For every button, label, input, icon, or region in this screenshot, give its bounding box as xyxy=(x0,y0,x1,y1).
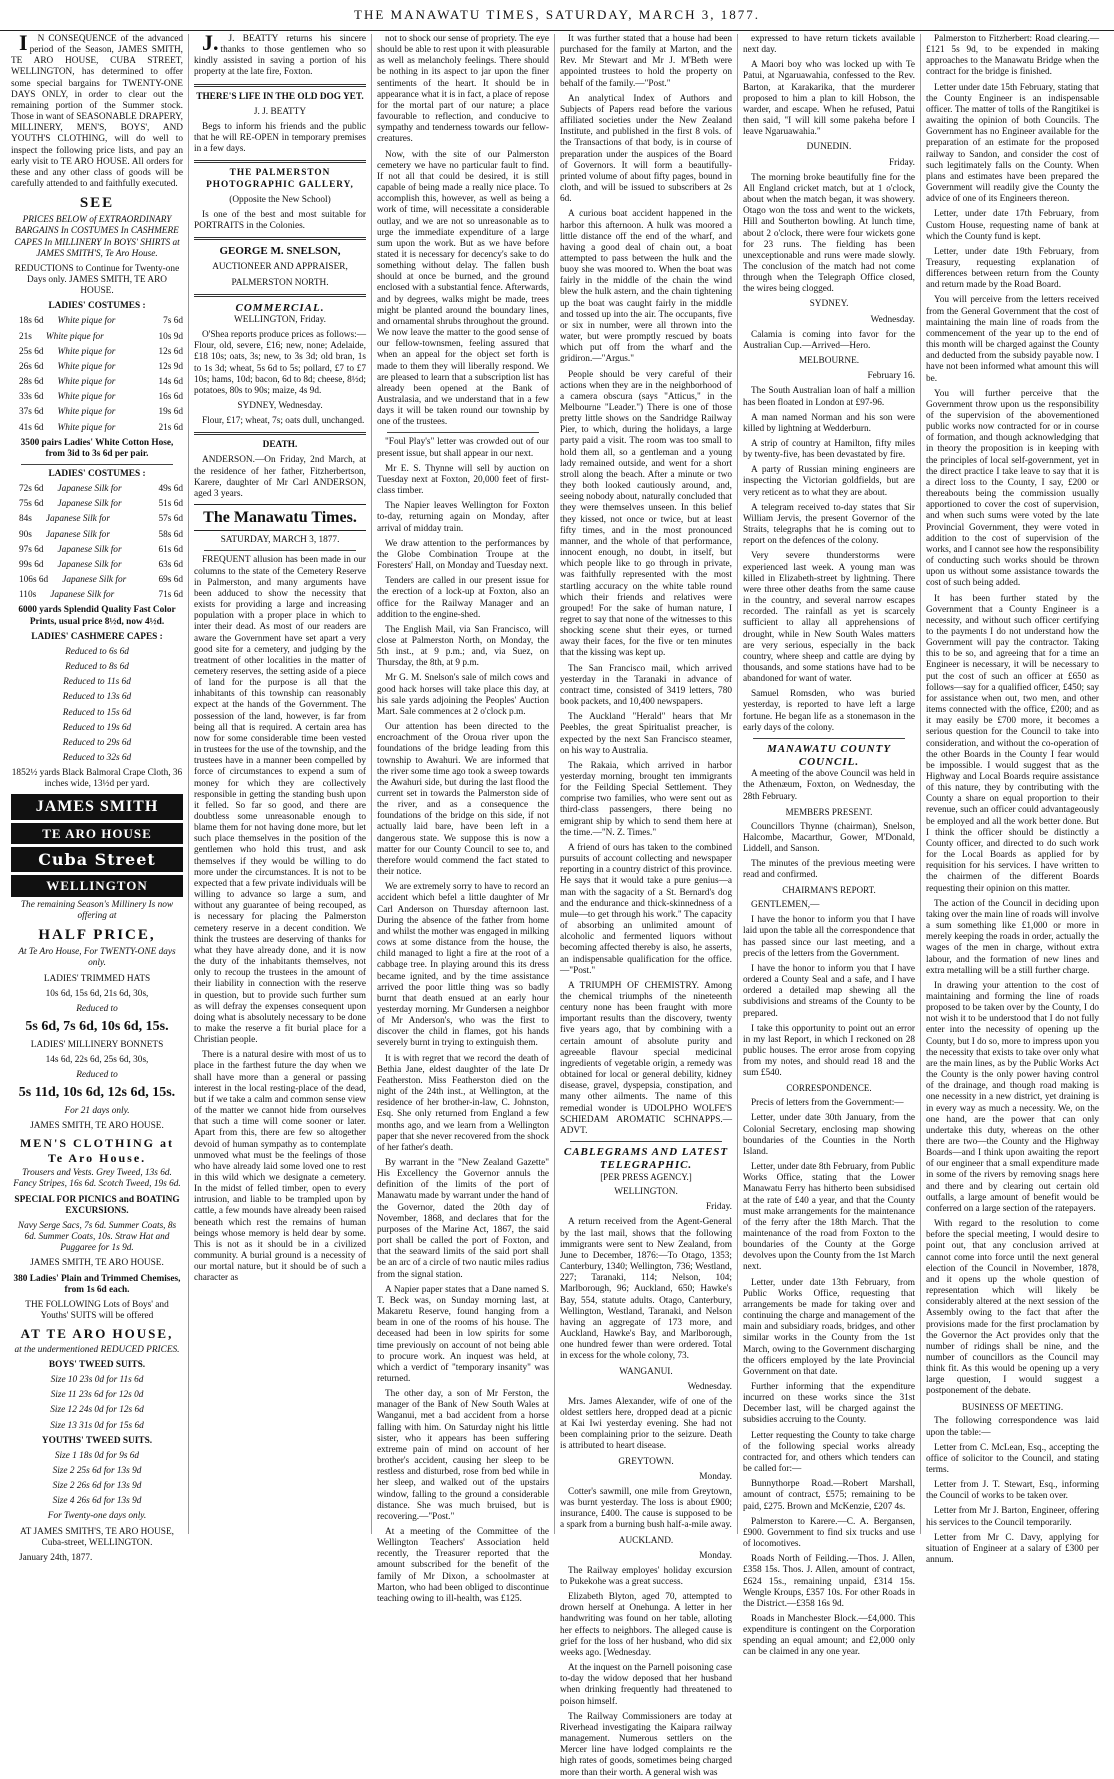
cape-price-row: Reduced to 6s 6d xyxy=(65,646,129,657)
silk-price-row-item: Japanese Silk for xyxy=(57,544,122,555)
col6-para-3: Letter, under date 17th February, from Custom House, requesting name of bank at which the County fund is kept. xyxy=(926,209,1099,242)
cape-price-row: Reduced to 11s 6d xyxy=(63,677,131,688)
col5-para-22: Further informing that the expenditure incurred on these works since the 31st December last, will be charged against the subsidies accruing to the County. xyxy=(743,1382,915,1426)
col5-para-4: Calamia is coming into favor for the Australian Cup.—Arrived—Hero. xyxy=(743,329,915,351)
prints-offer: 6000 yards Splendid Quality Fast Color Prints, usual price 8½d, now 4½d. xyxy=(18,605,176,627)
col5-para-7: A strip of country at Hamilton, fifty miles by twenty-five, has been devastated by fire. xyxy=(743,439,915,461)
youths-heading: YOUTHS' TWEED SUITS. xyxy=(41,1435,153,1446)
paper-title: The Manawatu Times. xyxy=(194,504,366,531)
navy-serge: Navy Serge Sacs, 7s 6d. Summer Coats, 8s 6d. Summer Coats, 10s. Straw Hat and Puggaree for 1s 9d. xyxy=(17,1220,177,1254)
col4-para-14: Elizabeth Blyton, aged 70, attempted to drown herself at Onehunga. A letter in her handwriting was found on her table, alloting her effects to neighbors. The alleged cause is grief for the loss of her husband, who did six weeks ago. [Wednesday. xyxy=(560,1592,732,1658)
silk-price-row-item: Japanese Silk for xyxy=(45,514,110,525)
col3-para-6: We draw attention to the performances by the Globe Combination Troupe at the Foresters' Hall, on Monday and Tuesday next. xyxy=(377,538,549,572)
costumes-heading: LADIES' COSTUMES : xyxy=(48,301,146,312)
silk-price-row xyxy=(11,560,183,571)
col6-para-6: You will further perceive that the Government throw upon us the responsibility of the supervision of the abovementioned public works now contracted for or in course of formation, and though acknowledging that in theory the proposition is in keeping with the principles of local self-government, yet in the direct practice I take leave to say that it is a direct loss to the County, I say, £200 or thereabouts being the commission usually apportioned to cover the cost of supervision, and when such sums were voted by the late Provincial Government, they were voted in addition to the cost of supervision of the works, and I cannot see how the responsibility of conducting such works should be thrown upon us without some assistance towards the cost of such being added. xyxy=(926,388,1099,589)
at-te-aro-house: AT TE ARO HOUSE, xyxy=(20,1326,174,1342)
gentlemen: GENTLEMEN,— xyxy=(751,900,820,911)
leader-para-1: FREQUENT allusion has been made in our columns to the state of the Cemetery Reserve in Palmerston, and many arguments have been adduced to show the necessity that exists for providing a large and increasing population with a proper place in which to inter their dead. As most of our readers are aware the Government have set apart a very good site for a cemetery, and judging by the treatment of other localities in the matter of cemetery reserves, the setting aside of a piece of land for the purpose is all that the inhabitants of this township can reasonably expect at the hands of the Government. The possession of the land, however, is far from being all that is required. A certain area has now for some considerable time been vested in trustees for the use of the township, and the trustees have in a manner been compelled by force of circumstances to expend a sum of money for which they are collectively responsible in getting the standing bush upon it felled. So far so good, and there are doubtless some unreasonable enough to blame them for not having done more, but let such place themselves in the position of the gentlemen who hold this trust, and ask themselves if they would be willing to do more under the circumstances. It is not to be expected that a few private individuals will be willing to advance so large a sum, and without any guarantee of being recouped, as is necessary for placing the Palmerston cemetery reserve in a decent condition. We think the trustees are deserving of thanks for what they have already done, and it is now the duty of the inhabitants themselves, not only to recoup the trustees in the amount of their liability in connection with the reserve in question, but to provide such further sum as will defray the expenses consequent upon doing what is absolutely necessary to be done to make the reserve a fit burial place for a Christian people. xyxy=(194,555,366,1046)
crape-offer: 1852½ yards Black Balmoral Crape Cloth, 36 inches wide, 13½d per yard. xyxy=(11,768,183,790)
col5-para-14: The minutes of the previous meeting were read and confirmed. xyxy=(743,859,915,881)
silk-price-row-to: 51s 6d xyxy=(158,499,183,510)
bonnets-heading: LADIES' MILLINERY BONNETS xyxy=(30,1039,164,1050)
boys-suit-row: Size 13 31s 0d for 15s 6d xyxy=(50,1420,144,1431)
snelson-title: AUCTIONEER AND APPRAISER, xyxy=(212,262,348,273)
col4-para-5: The San Francisco mail, which arrived yesterday in the Taranaki in advance of contract time, consisted of 3419 letters, 780 book packets, and 10,400 newspapers. xyxy=(560,663,732,708)
youths-suit-row: Size 2 26s 6d for 13s 9d xyxy=(52,1481,142,1492)
divider xyxy=(194,160,366,163)
bonnets-from: 14s 6d, 22s 6d, 25s 6d, 30s, xyxy=(45,1055,149,1066)
col5-para-8: A party of Russian mining engineers are inspecting the Victorian goldfields, but are very reticent as to what they are about. xyxy=(743,465,915,498)
col5-para-13: Councillors Thynne (chairman), Snelson, Halcombe, Macarthur, Gower, M'Donald, Liddell, and Sanson. xyxy=(743,821,915,854)
commercial-sydney-prices: Flour, £17; wheat, 7s; oats dull, unchanged. xyxy=(202,416,365,427)
silk-price-row-item: Japanese Silk for xyxy=(62,575,127,586)
divider xyxy=(194,84,366,87)
ad-reductions: REDUCTIONS to Continue for Twenty-one Days only. JAMES SMITH, TE ARO HOUSE. xyxy=(14,263,180,297)
for-21-days-b: For Twenty-one days only. xyxy=(47,1511,147,1522)
col5-para-1: expressed to have return tickets available next day. xyxy=(743,34,915,56)
page-columns xyxy=(6,30,1108,1778)
col6-para-9: In drawing your attention to the cost of maintaining and forming the line of roads proposed to be taken over by the County, I do not wish it to be understood that I do not fully enter into the necessity of opening up the County, but I do so, more to impress upon you the necessity that exists to take over only what are the main lines, as by the Public Works Act the County is the only power having control of the drainage, and though road making is one necessity in a new district, yet draining is in every way as much a necessity. We, on the one hand, are the power that can only undertake this duty, whereas on the other there are two—the County and the Highway Boards—and I think upon awaiting the report of our engineer that a small expenditure made in some of the rivers by removing snags here and there and by clearing out certain old outfalls, a large amount of benefit would be conferred on a large section of the ratepayers. xyxy=(926,980,1099,1214)
bonnets-to: 5s 11d, 10s 6d, 12s 6d, 15s. xyxy=(18,1085,176,1101)
silk-price-row xyxy=(11,575,183,586)
members-present: MEMBERS PRESENT. xyxy=(785,806,873,817)
col4-para-1: It was further stated that a house had been purchased for the family at Marton, and the Rev. Mr Stewart and Mr J. M'Beth were appointed trustees to hold the property on behalf of the family.—"Post." xyxy=(560,34,732,89)
costume-price-row-to: 16s 6d xyxy=(158,392,183,403)
col6-para-5: You will perceive from the letters received from the General Government that the cost of maintaining the main line of roads from the commencement of the year up to the end of this month will be charged against the County and deducted from the subsidy payable now. I have not been informed what amount this will be. xyxy=(926,295,1099,384)
col5-para-20: Letter, under date 8th February, from Public Works Office, stating that the Lower Manawatu Ferry has hitherto been subsidised at the rate of £40 a year, and that the County must make arrangements for the maintenance of the ferry after the 18th March. That the maintenance of the road from Foxton to the boundaries of the County at the Gorge devolves upon the County from the 1st March next. xyxy=(743,1162,915,1273)
costume-price-row-from: 18s 6d xyxy=(19,316,44,327)
leader-para-2: There is a natural desire with most of us to place in the farthest future the day when we shall have more than a general or passing interest in the local resting-place of the dead, but if we take a calm and common sense view of the matter we cannot hide from ourselves that such a time will come sooner or later. Apart from this, there are few so altogether devoid of human sympathy as to contemplate unmoved what must be the feelings of those who have already laid some loved one to rest in this wild which we designate a cemetery. In the midst of felled timber, open to every intrusion, and liable to be trampled upon by cattle, a few mounds have already been raised beneath which rest the remains of human beings whose memory is held dear by some. This is not as it should be in a civilized community. A burial ground is a necessity of our mortal nature, but it should be of such a character as xyxy=(194,1050,366,1284)
col3-para-4: Mr E. S. Thynne will sell by auction on Tuesday next at Foxton, 20,000 feet of first-class timber. xyxy=(377,463,549,497)
col5-para-19: Letter, under date 30th January, from the Colonial Secretary, enclosing map showing boundaries of the Counties in the North Island. xyxy=(743,1113,915,1157)
logo-te-aro-house: TE ARO HOUSE xyxy=(11,823,183,845)
chairmans-report: CHAIRMAN'S REPORT. xyxy=(782,885,876,896)
logo-cuba-street: Cuba Street xyxy=(11,847,183,872)
silk-price-row-from: 72s 6d xyxy=(19,484,44,495)
col4-para-8: A friend of ours has taken to the combined pursuits of account collecting and newspaper reporting in a country district of this province. He says that it would take a pure genius—a man with the sagacity of a St. Bernard's dog and the endurance and thick-skinnedness of a mule—to get through his work." The capacity of absorbing an unlimited amount of alcoholic and fermented liquors without becoming affected thereby is also, he asserts, an indispensable qualification for the office.—"Post." xyxy=(560,842,732,976)
silk-price-row-from: 97s 6d xyxy=(19,544,44,555)
col6-para-12: Letter from C. McLean, Esq., accepting the office of solicitor to the Council, and stating terms. xyxy=(926,1442,1099,1476)
costume-price-row-from: 26s 6d xyxy=(19,361,44,372)
costume-price-row-to: 7s 6d xyxy=(163,316,183,327)
ad-see: SEE xyxy=(79,195,115,212)
costume-price-row-item: White pique for xyxy=(57,361,116,372)
silk-price-row-item: Japanese Silk for xyxy=(57,559,122,570)
silk-price-row xyxy=(11,499,183,510)
divider xyxy=(194,237,366,240)
col5-para-17: I take this opportunity to point out an error in my last Report, in which I reckoned on 28 public houses. The error arose from copying from my notes, and should read 18 and the sum £540. xyxy=(743,1023,915,1079)
costume-price-row-item: White pique for xyxy=(57,316,116,327)
silk-price-row-item: Japanese Silk for xyxy=(45,529,110,540)
silk-price-row xyxy=(11,514,183,525)
column-6 xyxy=(921,34,1104,1566)
business-of-meeting: BUSINESS OF MEETING. xyxy=(961,1401,1064,1412)
place-sydney: SYDNEY. xyxy=(809,299,849,310)
costume-price-row-to: 10s 9d xyxy=(158,331,183,342)
place-dunedin: DUNEDIN. xyxy=(806,142,852,153)
silk-price-row-to: 58s 6d xyxy=(158,529,183,540)
correspondence: CORRESPONDENCE. xyxy=(786,1083,872,1094)
following-lots: THE FOLLOWING Lots of Boys' and Youths' SUITS will be offered xyxy=(25,1299,169,1321)
costume-price-row-from: 28s 6d xyxy=(19,377,44,388)
day-wednesday: Wednesday. xyxy=(870,314,915,325)
silk-price-row-from: 90s xyxy=(19,529,32,540)
cablegrams-heading: CABLEGRAMS AND LATEST TELEGRAPHIC. xyxy=(563,1146,729,1172)
mens-list: Trousers and Vests. Grey Tweed, 13s 6d. Fancy Stripes, 16s 6d. Scotch Tweed, 19s 6d. xyxy=(13,1168,181,1190)
costume-price-row-to: 21s 6d xyxy=(158,422,183,433)
col4-para-10: A return received from the Agent-General by the last mail, shows that the following immigrants were sent to New Zealand, from June to December, 1876:—To Otago, 1353; Canterbury, 1340; Wellington, 736; Westland, 227; Taranaki, 114; Nelson, 104; Marlborough, 96; Auckland, 650; Hawke's Bay, 554, statute adults. Otago, Canterbury, Wellington, Westland, Taranaki, and Nelson having an aggregate of 173 more, and Auckland, Hawke's Bay, and Marlborough, one hundred fewer than were ordered. Total in excess for the whole colony, 73. xyxy=(560,1217,732,1362)
col3-para-5: The Napier leaves Wellington for Foxton to-day, returning again on Monday, after arrival of midday train. xyxy=(377,501,549,534)
costume-price-row xyxy=(11,377,183,388)
commercial-wellington: WELLINGTON, Friday. xyxy=(234,314,326,325)
col5-para-27: Roads in Manchester Block.—£4,000. This expenditure is contingent on the Corporation spending an equal amount; and £2,000 only can be claimed in any one year. xyxy=(743,1613,915,1658)
address: AT JAMES SMITH'S, TE ARO HOUSE, Cuba-street, WELLINGTON. xyxy=(20,1526,174,1548)
reduced-prices: at the undermentioned REDUCED PRICES. xyxy=(14,1344,180,1355)
js-te-aro: JAMES SMITH, TE ARO HOUSE. xyxy=(30,1121,164,1132)
cape-price-row: Reduced to 8s 6d xyxy=(65,662,129,673)
column-1 xyxy=(6,30,189,1563)
costume-price-row-to: 12s 6d xyxy=(158,346,183,357)
cape-price-row: Reduced to 13s 6d xyxy=(62,692,132,703)
millinery-remaining: The remaining Season's Millinery Is now offering at xyxy=(20,900,174,922)
silk-price-row-from: 84s xyxy=(19,514,32,525)
col4-para-11: Mrs. James Alexander, wife of one of the oldest settlers here, dropped dead at a picnic at Kai Iwi yesterday evening. She had not been complaining prior to the seizure. Death is attributed to heart disease. xyxy=(560,1396,732,1452)
column-5 xyxy=(738,34,921,1658)
col5-para-9: A telegram received to-day states that Sir William Jervis, the present Governor of the Straits, telegraphs that he is coming out to report on the defences of the colony. xyxy=(743,502,915,547)
silk-price-row-from: 110s xyxy=(19,590,37,601)
snelson-name: GEORGE M. SNELSON, xyxy=(219,245,341,258)
col6-para-2: Letter under date 15th February, stating that the County Engineer is an indispensable officer. The matter of tolls of the Rangitikei is awaiting the opinion of both Councils. The Government has no Engineer available for the preparation of an estimate for the proposed railway to Sandon, and consider the cost of such legitimately falls on the County. When plans and estimates have been prepared the Government will readily give the County the advice of one of its Engineers thereon. xyxy=(926,82,1099,205)
place-greytown: GREYTOWN. xyxy=(618,1456,674,1467)
costume-price-row-from: 25s 6d xyxy=(19,346,44,357)
silk-price-row-item: Japanese Silk for xyxy=(50,590,115,601)
death-notice: ANDERSON.—On Friday, 2nd March, at the residence of her father, Fitzherbertson, Karere, daughter of Mr Carl ANDERSON, aged 3 years. xyxy=(194,455,366,499)
cape-price-row: Reduced to 15s 6d xyxy=(62,707,132,718)
costume-price-row-to: 14s 6d xyxy=(158,377,183,388)
boys-suit-row: Size 10 23s 0d for 11s 6d xyxy=(50,1375,144,1386)
costume-price-row-item: White pique for xyxy=(57,377,116,388)
cape-price-row: Reduced to 32s 6d xyxy=(62,752,132,763)
col6-para-1: Palmerston to Fitzherbert: Road clearing.—£121 5s 9d, to be expended in making approaches to the Manawatu Bridge when the contract for the bridge is finished. xyxy=(926,34,1099,78)
reduced-to-label: Reduced to xyxy=(76,1003,118,1014)
col6-para-15: Letter from Mr C. Davy, applying for situation of Engineer at a salary of £300 per annum. xyxy=(926,1532,1099,1566)
mens-clothing: MEN'S CLOTHING at Te Aro House. xyxy=(19,1136,174,1165)
for-21-days: For 21 days only. xyxy=(64,1106,130,1117)
youths-suit-row: Size 1 18s 0d for 9s 6d xyxy=(54,1450,140,1461)
col5-para-21: Letter, under date 13th February, from Public Works Office, requesting that arrangements be made for taking over and continuing the charge and management of the main and subsidiary roads, bridges, and other similar works in the County from the 1st March, owing to the Government discharging the officers employed by the late Provincial Government on that date. xyxy=(743,1277,915,1377)
col6-para-11: The following correspondence was laid upon the table:— xyxy=(926,1416,1099,1438)
day-wednesday: Wednesday. xyxy=(687,1381,732,1392)
costume-price-row xyxy=(11,332,183,343)
place-wanganui: WANGANUI. xyxy=(619,1366,673,1377)
cape-price-row: Reduced to 19s 6d xyxy=(62,722,132,733)
col6-para-10: With regard to the resolution to come before the special meeting, I would desire to point out, that any conclusion arrived at cannot come into force until the next general election of the Council in November, 1878, and it opens up the whole question of representation which will likely be considerably altered at the next session of the Assembly owing to the fact that after the provisions made for the first proclamation by the Governor the Act provides only that the number of ridings shall be nine, and the number of councillors as the Council may think fit. As this would be opening up a very large question, I would suggest a postponement of the debate. xyxy=(926,1219,1099,1397)
divider xyxy=(21,464,173,465)
silk-price-row-to: 69s 6d xyxy=(158,575,183,586)
costume-price-row-to: 12s 9d xyxy=(158,361,183,372)
silk-heading: LADIES' COSTUMES : xyxy=(48,469,146,479)
death-heading: DEATH. xyxy=(262,440,298,451)
day-monday: Monday. xyxy=(699,1471,732,1482)
col5-para-15: I have the honor to inform you that I have laid upon the table all the correspondence that has passed since our last meeting, and a precis of the letters from the Government. xyxy=(743,915,915,959)
silk-price-row-from: 99s 6d xyxy=(19,559,44,570)
silk-list xyxy=(11,484,183,601)
col3-para-16: At a meeting of the Committee of the Wellington Teachers' Association held recently, the Treasurer reported that the amount subscribed for the benefit of the family of Mr Dixon, a schoolmaster at Marton, who had been obliged to discontinue teaching owing to ill-health, was £125. xyxy=(377,1527,549,1604)
col3-para-9: Mr G. M. Snelson's sale of milch cows and good hack horses will take place this day, at his sale yards adjoining the Peoples' Auction Mart. Sale commences at 2 o'clock p.m. xyxy=(377,673,549,717)
col5-para-3: The morning broke beautifully fine for the All England cricket match, but at 1 o'clock, about when the match began, it was showery. Otago won the toss and went to the wickets, Hill and Southerton bowling. At lunch time, about 2 o'clock, there were four wickets gone for 23 runs. The fielding has been unexceptionable and runs were made slowly. The conclusion of the match had not come through when the Telegraph Office closed, the wires being clogged. xyxy=(743,172,915,295)
commercial-sydney: SYDNEY, Wednesday. xyxy=(237,400,323,411)
costume-price-row xyxy=(11,316,183,327)
costume-price-row-to: 19s 6d xyxy=(158,407,183,418)
costume-price-row xyxy=(11,392,183,403)
day-feb16: February 16. xyxy=(867,371,915,382)
col3-para-7: Tenders are called in our present issue for the erection of a lock-up at Foxton, also an office for the Railway Manager and an addition to the engine-shed. xyxy=(377,576,549,620)
place-melbourne: MELBOURNE. xyxy=(798,356,860,367)
boys-heading: BOYS' TWEED SUITS. xyxy=(48,1359,146,1370)
costume-price-row-from: 37s 6d xyxy=(19,407,44,418)
col3-para-12: It is with regret that we record the death of Bethia Jane, eldest daughter of the late Dr Featherston. Miss Featherston died on the night of the 24th inst., at Wellington, at the residence of her brother-in-law, C. Johnston, Esq. She only returned from England a few months ago, and we learn from a Wellington paper that she never recovered from the shock of her father's death. xyxy=(377,1053,549,1153)
col4-para-9: A TRIUMPH OF CHEMISTRY. Among the chemical triumphs of the nineteenth century none has been fraught with more important results than the discovery, twenty five years ago, that by combining with a certain amount of absolute purity and agreeable flavour special medicinal ingredients of vegetable origin, a remedy was obtained for local or general debility, kidney disease, gravel, dyspepsia, constipation, and many other ailments. The name of this remedial wonder is UDOLPHO WOLFE'S SCHIEDAM AROMATIC SCHNAPPS.—ADVT. xyxy=(560,980,732,1136)
col5-para-11: Samuel Romsden, who was buried yesterday, is reported to have left a large fortune. He began life as a stonemason in the early days of the colony. xyxy=(743,689,915,733)
costume-price-row xyxy=(11,362,183,373)
col3-para-1: not to shock our sense of propriety. The eye should be able to rest upon it with pleasurable as well as melancholy feelings. There should be nothing in its aspect to jar upon the finer sentiments of the heart. It should be in appearance what it is in fact, a place of repose for the mortal part of our nature; a place favourable to reflection, and conducive to sympathy and tenderness towards our fellow-creatures. xyxy=(377,34,549,145)
special-picnics: SPECIAL FOR PICNICS and BOATING EXCURSIONS. xyxy=(14,1194,180,1216)
place-wellington: WELLINGTON. xyxy=(614,1187,678,1198)
silk-price-row xyxy=(11,545,183,556)
col5-para-18: Precis of letters from the Government:— xyxy=(751,1098,904,1109)
at-te-aro: At Te Aro House, For TWENTY-ONE days only. xyxy=(18,947,176,969)
col5-para-10: Very severe thunderstorms were experienced last week. A young man was killed in Elizabeth-street by lightning. There were three other deaths from the same cause in the country, and several narrow escapes recorded. The rainfall as yet is scarcely sufficient to allay all apprehensions of drought, while in New South Wales matters are very serious, especially in the back country, where sheep and cattle are dying by thousands, and some stations have had to be abandoned for want of water. xyxy=(743,551,915,685)
capes-list xyxy=(11,647,183,764)
day-friday: Friday. xyxy=(706,1202,732,1213)
divider xyxy=(570,1141,722,1142)
day-monday-2: Monday. xyxy=(699,1550,732,1561)
silk-price-row-to: 63s 6d xyxy=(158,559,183,570)
silk-price-row-item: Japanese Silk for xyxy=(57,499,122,510)
commercial-prices: O'Shea reports produce prices as follows:—Flour, old, severe, £16; new, none; Adelaide, £18 10s; oats, 3s; new, to 3s 3d; old bran, 1s to 1s 3d; wheat, 5s 6d to 5s; pollard, £7 to £7 10s; hams, 10d; bacon, 6d to 8d; cheese, 8½d; potatoes, 80s to 90s; maize, 4s 9d. xyxy=(194,330,366,396)
col3-para-14: A Napier paper states that a Dane named S. T. Beck was, on Sunday morning last, at Makaretu Reserve, found hanging from a beam in one of the rooms of his house. The deceased had been in low spirits for some time previously on account of not being able to procure work. An inquest was held, at which a verdict of "temporary insanity" was returned. xyxy=(377,1284,549,1384)
youths-suit-row: Size 2 25s 6d for 13s 9d xyxy=(52,1465,142,1476)
col6-para-13: Letter from J. T. Stewart, Esq., informing the Council of works to be taken over. xyxy=(926,1480,1099,1502)
js-te-aro-2: JAMES SMITH, TE ARO HOUSE. xyxy=(30,1258,164,1269)
gallery-body: Is one of the best and most suitable for PORTRAITS in the Colonies. xyxy=(194,209,366,232)
reduced-to-label-2: Reduced to xyxy=(76,1070,118,1081)
logo-wellington: WELLINGTON xyxy=(11,875,183,897)
youths-list xyxy=(11,1451,183,1508)
costume-price-row-item: White pique for xyxy=(57,422,116,433)
costume-price-row-from: 33s 6d xyxy=(19,392,44,403)
col4-para-4: People should be very careful of their actions when they are in the neighborhood of a camera obscura (says "Atticus," in the Melbourne "Leader.") There is one of those pretty little shows on the Sandridge Railway Pier, to which, during the holidays, a large party paid a visit. The room was too small to hold them all, so a gentleman and a young lady remained outside, and went for a short stroll along the beach. After a minute or two they both looked cautiously around, and, seeing nobody about, naturally concluded that they were themselves unseen. In this belief they kissed, not once or twice, but at least fifty times, and in the most pronounced manner, and the whole of that performance, innocent enough, no doubt, in itself, but which people like to go through in private, was faithfully represented with the most startling accuracy on the white table round which their friends and relatives were grouped! For the sake of human nature, I regret to say that none of the witnesses to this shocking scene shut their eyes, or turned away their faces, for the five or ten minutes that the kissing was kept up. xyxy=(560,369,732,659)
silk-price-row-to: 71s 6d xyxy=(158,590,183,601)
paper-date: SATURDAY, MARCH 3, 1877. xyxy=(220,535,340,546)
trimmed-hats-heading: LADIES' TRIMMED HATS xyxy=(43,973,151,984)
life-body: Begs to inform his friends and the public that he will RE-OPEN in temporary premises in a few days. xyxy=(194,121,366,155)
col4-para-12: Cotter's sawmill, one mile from Greytown, was burnt yesterday. The loss is about £900; insurance, £400. The cause is supposed to be a spark from a burning bush half-a-mile away. xyxy=(560,1486,732,1531)
costume-price-row-item: White pique for xyxy=(57,346,116,357)
col3-para-3: "Foul Play's" letter was crowded out of our present issue, but shall appear in our next. xyxy=(377,437,549,459)
col6-para-4: Letter, under date 19th February, from Treasury, requesting explanation of differences between return from the County and return made by the Road Board. xyxy=(926,246,1099,291)
silk-price-row xyxy=(11,530,183,541)
col5-para-16: I have the honor to inform you that I have ordered a County Seal and a safe, and I have ordered a detailed map shewing all the subdivisions and streams of the County to be prepared. xyxy=(743,963,915,1019)
col5-para-24: Bunnythorpe Road.—Robert Marshall, amount of contract, £575; remaining to be paid, £275. Brown and McKenzie, £207 4s. xyxy=(743,1479,915,1512)
press-agency: [PER PRESS AGENCY.] xyxy=(600,1172,692,1183)
costume-price-row-from: 21s xyxy=(19,331,32,342)
col4-para-13: The Railway employes' holiday excursion to Pukekohe was a great success. xyxy=(560,1565,732,1588)
trimmed-from: 10s 6d, 15s 6d, 21s 6d, 30s, xyxy=(45,988,149,999)
silk-price-row-item: Japanese Silk for xyxy=(57,484,122,495)
col4-para-6: The Auckland "Herald" hears that Mr Peebles, the great Spiritualist preacher, is expected by the next San Francisco steamer, on his way to Australia. xyxy=(560,712,732,756)
col3-para-8: The English Mail, via San Francisco, will close at Palmerston North, on Monday, the 5th inst., at 9 p.m.; and, via Suez, on Thursday, the 8th, at 9 p.m. xyxy=(377,624,549,669)
silk-price-row-from: 75s 6d xyxy=(19,499,44,510)
costume-price-row xyxy=(11,423,183,434)
cotton-hose: 3500 pairs Ladies' White Cotton Hose, from 3id to 3s 6d per pair. xyxy=(20,437,174,459)
col4-para-16: The Railway Commissioners are today at Riverhead investigating the Kaipara railway management. Numerous settlers on the Mercer line have lodged complaints re the high rates of goods, sometimes being charged more than their worth. A general wish was xyxy=(560,1711,732,1778)
col5-para-6: A man named Norman and his son were killed by lightning at Wedderburn. xyxy=(743,412,915,434)
col5-para-26: Roads North of Feilding.—Thos. J. Allen, £358 15s. Thos. J. Allen, amount of contract, £624 15s., remaining unpaid, £314 15s. Wengle Kroups, £357 10s. For other Roads in the District.—£358 16s 9d. xyxy=(743,1554,915,1609)
costume-price-row-from: 41s 6d xyxy=(19,422,44,433)
col3-para-15: The other day, a son of Mr Ferston, the manager of the Bank of New South Wales at Wanganui, met a bad accident from a horse falling with him. On Saturday night his little sister, who it appears has been suffering extreme pain of mind on account of her brother's accident, causing her sleep to be restless and disturbed, rose from bed while in her sleep, and walked out of the upstairs window, falling to the ground a considerable distance. She was much bruised, but is recovering.—"Post." xyxy=(377,1389,549,1522)
costumes-list xyxy=(11,316,183,433)
col6-para-7: It has been further stated by the Government that a County Engineer is a necessity, and without such officer certifying to the payments I do not understand how the Government will pay the contractor. Taking this to be so, and agreeing that for a time an Engineer is necessary, it will be necessary to put the cost of such an officer at £650 as follows—say for a qualified officer, £450; say for assistance when out, two men, and other items connected with the office, £200; and as it may easily be £700 more, it becomes a serious question for the Council to take into consideration, and without the co-operation of the other Boards in the County I fear would be impossible. I would suggest that as the Highway and Local Boards require assistance of this nature, they by contributing with the County a share on equal proportion to their revenue, such an officer could advantageously be employed and all the work better done. But I think the officer should be distinctly a County officer, and directed to do such work for the Local Boards as applied for by requisition for his services. I have written to the chairmen of the different Boards requesting their opinion on this matter. xyxy=(926,593,1099,894)
council-heading: MANAWATU COUNTY COUNCIL. xyxy=(766,742,892,769)
col3-para-2: Now, with the site of our Palmerston cemetery we have no particular fault to find. If not all that could be desired, it is still capable of being made a really nice place. To accomplish this, however, as well as being a work of time, will necessitate a considerable outlay, and we are not so unreasonable as to urge the immediate expenditure of a large sum upon the work. But as we have before stated it is necessary for decency's sake to do something without delay. The fallen bush should at once be burned, and the ground enclosed with a substantial fence. Afterwards, and by degrees, walks might be made, trees might be planted around the boundary lines, and ornamental shrubs throughout the ground. We now leave the matter to the good sense of our fellow-townsmen, feeling assured that when an appeal for the object set forth is made to them they will liberally respond. We are pleased to learn that a subscription list has already been opened at the Bank of Australasia, and we understand that in a few days it will be taken round our township by one of the trustees. xyxy=(377,149,549,428)
col6-para-8: The action of the Council in deciding upon taking over the main line of roads will involve a sum something like £1,000 or more in merely keeping the roads in order, actually the wages of the men in charge, without extra labour, and the formation of new lines and extra metalling will be a still further charge. xyxy=(926,898,1099,976)
costume-price-row-item: White pique for xyxy=(57,407,116,418)
boys-suit-row: Size 11 23s 6d for 12s 0d xyxy=(50,1390,144,1401)
half-price: HALF PRICE, xyxy=(38,927,156,944)
day-friday: Friday. xyxy=(889,157,915,168)
divider xyxy=(753,738,905,739)
ad-consequence: IN CONSEQUENCE of the advanced period of the Season, JAMES SMITH, TE ARO HOUSE, CUBA STREET, WELLINGTON, has determined to offer some special bargains for TWENTY-ONE DAYS ONLY, in order to clear out the remaining portion of the Summer stock. Those in want of SEASONABLE DRAPERY, MILLINERY, MEN'S, BOYS', AND YOUTH'S CLOTHING, will do well to inspect the following price lists, and pay an early visit to TE ARO HOUSE. All orders for these and any other class of goods will be carefully attended to and faithfully executed. xyxy=(11,30,183,190)
boys-suit-row: Size 12 24s 0d for 12s 6d xyxy=(50,1405,144,1416)
col3-para-10: Our attention has been directed to the encroachment of the Oroua river upon the foundations of the bridge leading from this township to Awahuri. We are informed that the river some time ago took a sweep towards the Awahuri side, but during the last flood the current set in towards the Palmerston side of the river, and as a consequence the foundations of the bridge on this side, if not actually laid bare, have been left in a dangerous state. We suppose this is now a matter for our County Council to see to, and therefore would commend the fact stated to their notice. xyxy=(377,722,549,878)
divider xyxy=(194,294,366,297)
silk-price-row-to: 57s 6d xyxy=(158,514,183,525)
col4-para-2: An analytical Index of Authors and Subjects of Papers read before the various affiliated societies under the New Zealand Institute, and published in the first 8 vols. of the Transactions of that body, is in course of preparation under the auspices of the Board of Governors. It will form a beautifully-printed volume of about fifty pages, bound in cloth, and will be issued to subscribers at 2s 6d. xyxy=(560,93,732,205)
column-3 xyxy=(372,34,555,1604)
ad-prices-below: PRICES BELOW of EXTRAORDINARY BARGAINS In COSTUMES In CASHMERE CAPES In MILLINERY In BOYS' SHIRTS at JAMES SMITH'S, Te Aro House. xyxy=(14,215,180,259)
costume-price-row-item: White pique for xyxy=(45,331,104,342)
col3-para-13: By warrant in the "New Zealand Gazette" His Excellency the Governor annuls the definition of the limits of the port of Manawatu made by warrant under the hand of the Governor, dated the 20th day of November, 1868, and declares that for the purposes of the Marine Act, 1867, the said port shall be called the port of Foxton, and that the seaward limits of the said port shall be an arc of a circle of two nautic miles radius from the signal station. xyxy=(377,1158,549,1280)
col4-para-7: The Rakaia, which arrived in harbor yesterday morning, brought ten immigrants for the Feilding Special Settlement. They comprise two families, who were sent out as third-class passengers, there being no emigrant ship by which to send them here at the time.—"N. Z. Times." xyxy=(560,760,732,838)
costume-price-row xyxy=(11,407,183,418)
masthead: THE MANAWATU TIMES, SATURDAY, MARCH 3, 1877. xyxy=(0,0,1114,31)
cape-price-row: Reduced to 29s 6d xyxy=(62,737,132,748)
youths-suit-row: Size 4 26s 6d for 13s 9d xyxy=(52,1496,142,1507)
column-2 xyxy=(189,30,372,1534)
col5-para-12: A meeting of the above Council was held in the Athenæum, Foxton, on Wednesday, the 28th February. xyxy=(743,769,915,802)
chemises-offer: 380 Ladies' Plain and Trimmed Chemises, from 1s 6d each. xyxy=(13,1273,181,1295)
beatty-thanks: J.J. BEATTY returns his sincere thanks to those gentlemen who so kindly assisted in saving a portion of his property at the late fire, Foxton. xyxy=(194,30,366,78)
capes-heading: LADIES' CASHMERE CAPES : xyxy=(31,631,163,642)
ad-date: January 24th, 1877. xyxy=(19,1552,93,1563)
col4-para-15: At the inquest on the Parnell poisoning case to-day the widow deposed that her husband when drinking frequently had threatened to poison himself. xyxy=(560,1663,732,1707)
col5-para-23: Letter requesting the County to take charge of the following special works already contracted for, and others which tenders can be called for:— xyxy=(743,1430,915,1475)
life-heading: THERE'S LIFE IN THE OLD DOG YET. xyxy=(196,91,364,102)
silk-price-row-from: 106s 6d xyxy=(19,575,49,586)
logo-james-smith: JAMES SMITH xyxy=(11,794,183,819)
col4-para-3: A curious boat accident happened in the harbor this afternoon. A hulk was moored a little distance off the end of the wharf, and having a good deal of chain out, a boat attempted to pass between the hulk and the buoy she was moored to. When the boat was fairly in the middle of the chain the wind blew the hulk astern, and the chain tightening up the boat was caught fairly in the middle and tossed up into the air. The occupants, five or six in number, were all thrown into the water, but were promptly rescued by boats which put off from the wharf and the gridiron.—"Argus." xyxy=(560,209,732,365)
snelson-place: PALMERSTON NORTH. xyxy=(231,277,329,288)
trimmed-to: 5s 6d, 7s 6d, 10s 6d, 15s. xyxy=(25,1019,169,1035)
divider xyxy=(204,550,356,551)
column-4 xyxy=(555,34,738,1778)
col5-para-5: The South Australian loan of half a million has been floated in London at £97-96. xyxy=(743,386,915,408)
divider xyxy=(387,432,539,433)
life-name: J. J. BEATTY xyxy=(253,106,307,117)
boys-list xyxy=(11,1375,183,1432)
divider xyxy=(194,432,366,435)
col5-para-25: Palmerston to Karere.—C. A. Bergansen, £900. Government to find six trucks and use of locomotives. xyxy=(743,1516,915,1550)
silk-price-row xyxy=(11,484,183,495)
col6-para-14: Letter from Mr J. Barton, Engineer, offering his services to the Council temporarily. xyxy=(926,1506,1099,1528)
silk-price-row xyxy=(11,590,183,601)
costume-price-row xyxy=(11,347,183,358)
place-auckland: AUCKLAND. xyxy=(618,1535,674,1546)
col3-para-11: We are extremely sorry to have to record an accident which befel a little daughter of Mr Carl Anderson on Thursday afternoon last. During the absence of the father from home and whilst the mother was engaged in milking cows at some distance from the house, the child managed to light a fire at the root of a cabbage tree. In playing around this its dress became ignited, and by the time assistance arrived the poor little thing was so badly burnt that death ensued at an early hour yesterday morning. Mr Gundersen a neighbor of Mr Anderson's, who was the first to discover the child in flames, got his hands severely burnt in trying to extinguish them. xyxy=(377,882,549,1049)
gallery-heading: THE PALMERSTON PHOTOGRAPHIC GALLERY, xyxy=(206,168,354,190)
silk-price-row-to: 61s 6d xyxy=(158,544,183,555)
col5-para-2: A Maori boy who was locked up with Te Patui, at Ngaruawahia, confessed to the Rev. Barton, at Karakarika, that the murderer proposed to him a plan to kill Hobson, the warder, and escape. When he refused, Patui then said, "I will kill some pakeha before I leave Ngaruawahia." xyxy=(743,60,915,138)
gallery-location: (Opposite the New School) xyxy=(229,194,331,205)
silk-price-row-to: 49s 6d xyxy=(158,484,183,495)
commercial-heading: COMMERCIAL. xyxy=(235,301,325,314)
costume-price-row-item: White pique for xyxy=(57,392,116,403)
